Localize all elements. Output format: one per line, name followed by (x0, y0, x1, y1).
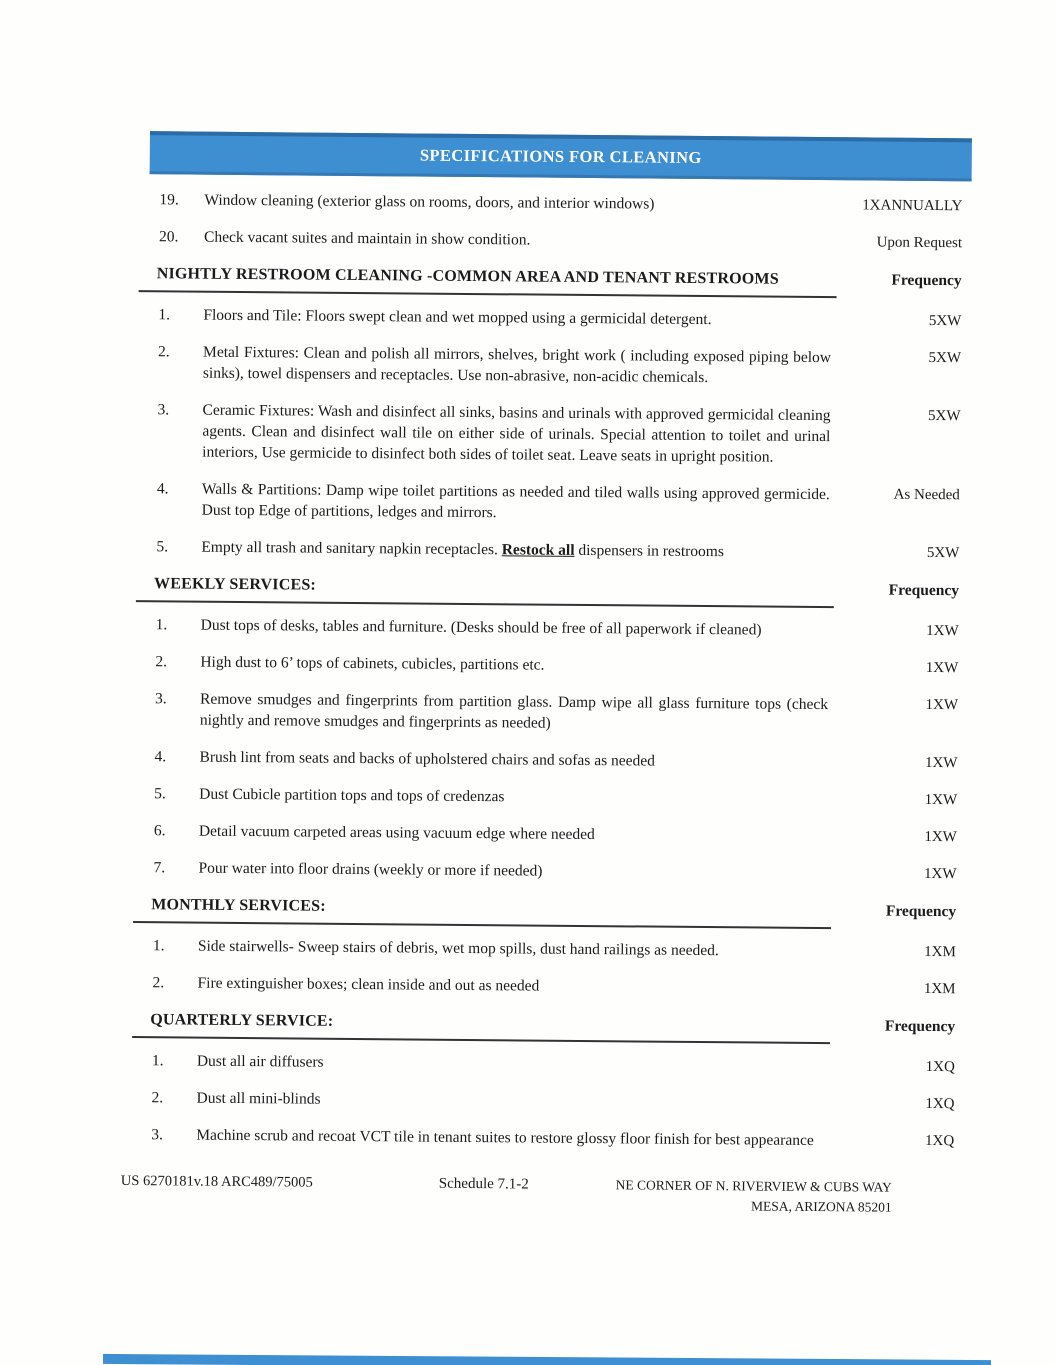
item-text: Metal Fixtures: Clean and polish all mirrors, shelves, bright work ( including exposed piping below sinks), towel dispensers and receptacles. Use non-abrasive, non-acidic chemicals. (202, 343, 832, 387)
spec-item (125, 651, 958, 679)
item-number: 7. (153, 859, 166, 877)
item-number: 2. (155, 653, 168, 671)
spec-item (126, 614, 959, 642)
spec-item-20 (129, 226, 962, 254)
next-page-header-strip (103, 1354, 991, 1365)
item-frequency: 1XW (924, 754, 958, 772)
spec-item (121, 1087, 954, 1115)
footer-address-line2: MESA, ARIZONA 85201 (750, 1198, 892, 1215)
item-text: Floors and Tile: Floors swept clean and wet mopped using a germicidal detergent. (203, 306, 712, 329)
spec-item (125, 688, 958, 737)
item-text: Window cleaning (exterior glass on rooms, doors, and interior windows) (204, 191, 655, 213)
item-number: 2. (151, 1089, 164, 1107)
header-bar (150, 131, 972, 181)
section-header-quarterly (122, 1009, 955, 1037)
footer-address (574, 1175, 954, 1218)
spec-item-19 (129, 189, 962, 217)
item-number: 3. (154, 690, 167, 708)
section-rule (136, 600, 834, 608)
item-number: 4. (154, 748, 167, 766)
item-frequency: 1XW (924, 828, 957, 846)
item-text: Brush lint from seats and backs of upholstered chairs and sofas as needed (199, 748, 656, 770)
item-number: 3. (151, 1126, 163, 1144)
footer-address-line1: NE CORNER OF N. RIVERVIEW & CUBS WAY (615, 1177, 892, 1195)
frequency-column-header: Frequency (885, 902, 957, 921)
item-frequency: Upon Request (876, 234, 963, 252)
item-number: 2. (158, 343, 170, 361)
item-frequency: 5XW (928, 349, 962, 367)
spec-item (127, 478, 960, 527)
item-frequency: 1XW (925, 696, 959, 714)
spec-item (123, 935, 956, 963)
item-text: Remove smudges and fingerprints from partition glass. Damp wipe all glass furniture tops (check nightly and remove smudges and fingerprints as needed) (199, 690, 829, 732)
item-number: 6. (153, 822, 166, 840)
item-frequency: As Needed (893, 486, 960, 504)
item-number: 3. (157, 401, 170, 419)
item-frequency: 1XQ (925, 1058, 955, 1076)
frequency-column-header: Frequency (888, 581, 960, 600)
spec-item (128, 341, 961, 390)
item-frequency: 1XW (925, 659, 959, 677)
item-frequency: 1XW (924, 791, 958, 809)
item-frequency: 5XW (926, 544, 960, 562)
spec-item (122, 972, 955, 1000)
section-header-monthly (123, 894, 956, 922)
item-number: 20. (159, 228, 179, 246)
item-text: Dust tops of desks, tables and furniture. (Desks should be free of all paperwork if cleaned) (200, 616, 762, 639)
section-title: WEEKLY SERVICES: (153, 575, 317, 594)
section-rule (132, 1036, 830, 1044)
item-frequency: 5XW (928, 312, 962, 330)
section-rule (133, 921, 831, 929)
section-rule (139, 290, 837, 298)
spec-item (124, 783, 957, 811)
item-number: 1. (155, 616, 168, 634)
item-text-pre: Empty all trash and sanitary napkin receptacles. (201, 538, 502, 559)
section-title: QUARTERLY SERVICE: (150, 1011, 334, 1030)
spec-item (124, 746, 957, 774)
item-frequency: 5XW (927, 407, 961, 425)
spec-item (127, 399, 961, 469)
item-text: High dust to 6’ tops of cabinets, cubicles, partitions etc. (200, 653, 545, 674)
item-frequency: 1XQ (925, 1095, 955, 1113)
item-text: Check vacant suites and maintain in show condition. (204, 228, 531, 249)
item-text: Fire extinguisher boxes; clean inside and out as needed (197, 974, 540, 995)
item-number: 5. (156, 538, 169, 556)
item-frequency: 1XW (926, 622, 959, 640)
section-title: NIGHTLY RESTROOM CLEANING -COMMON AREA AND TENANT RESTROOMS (156, 265, 779, 288)
spec-item (122, 1050, 955, 1078)
item-text: Pour water into floor drains (weekly or more if needed) (198, 859, 543, 880)
item-frequency: 1XQ (924, 1132, 955, 1150)
item-text: Side stairwells- Sweep stairs of debris, wet mop spills, dust hand railings as needed. (197, 937, 719, 960)
section-title: MONTHLY SERVICES: (151, 896, 326, 915)
spec-item (121, 1124, 954, 1152)
item-number: 4. (156, 480, 169, 498)
item-number: 5. (154, 785, 166, 803)
item-text-post: dispensers in restrooms (574, 541, 725, 561)
item-frequency: 1XM (923, 980, 956, 998)
section-header-weekly (126, 573, 959, 601)
spec-item (124, 820, 957, 848)
item-number: 19. (159, 191, 179, 209)
footer-schedule-label: Schedule 7.1-2 (438, 1175, 529, 1193)
item-text: Detail vacuum carpeted areas using vacuum edge where needed (198, 822, 595, 844)
item-number: 1. (158, 306, 171, 324)
item-text: Walls & Partitions: Damp wipe toilet partitions as needed and tiled walls using approved germicide. Dust top Edge of partitions, ledges and mirrors. (201, 480, 830, 522)
item-number: 2. (152, 974, 165, 992)
frequency-column-header: Frequency (891, 271, 962, 290)
page-footer (121, 1171, 954, 1218)
item-text: Dust Cubicle partition tops and tops of credenzas (199, 785, 505, 806)
item-text-emphasis: Restock all (501, 541, 575, 559)
item-frequency: 1XANNUALLY (862, 197, 963, 215)
section-header-nightly (129, 263, 962, 291)
item-frequency: 1XM (924, 943, 956, 961)
item-text: Ceramic Fixtures: Wash and disinfect all sinks, basins and urinals with approved germicidal cleaning agents. Clean and disinfect wall tile on either side of urinals. Special attention to toilet and urinal interiors, Use germicide to disinfect both sides of toilet seat. Leave seats in upright position. (202, 401, 831, 466)
spec-item (126, 536, 959, 564)
document-content (121, 131, 963, 1218)
item-text: Dust all mini-blinds (196, 1089, 321, 1108)
item-text (201, 537, 829, 563)
frequency-column-header: Frequency (884, 1017, 956, 1036)
item-number: 1. (152, 937, 165, 955)
spec-item (128, 304, 961, 332)
page-title: SPECIFICATIONS FOR CLEANING (419, 145, 702, 167)
item-frequency: 1XW (923, 865, 957, 883)
item-text: Machine scrub and recoat VCT tile in tenant suites to restore glossy floor finish for best appearance (196, 1126, 814, 1150)
spec-item (123, 857, 956, 885)
item-number: 1. (151, 1052, 164, 1070)
item-text: Dust all air diffusers (196, 1052, 324, 1071)
footer-doc-ref: US 6270181v.18 ARC489/75005 (120, 1172, 313, 1191)
